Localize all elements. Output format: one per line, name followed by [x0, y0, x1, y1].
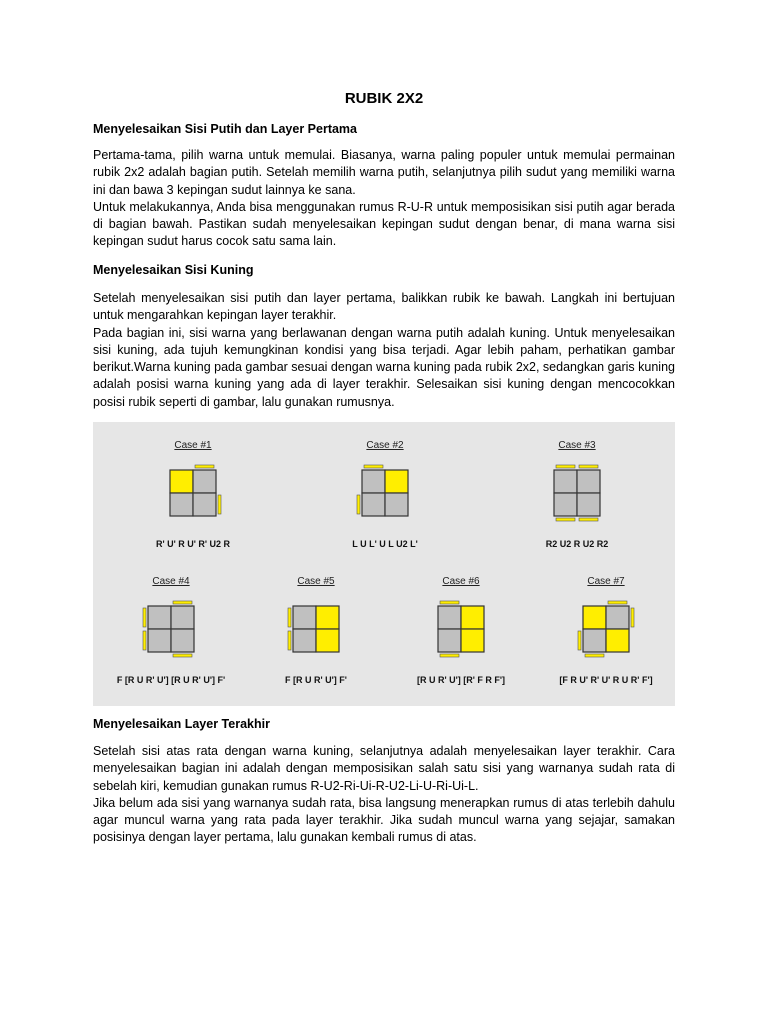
rubik-top-face-diagram	[569, 592, 643, 666]
case-title: Case #7	[587, 576, 625, 587]
gray-sticker	[293, 629, 316, 652]
yellow-side-indicator	[173, 601, 192, 604]
gray-sticker	[171, 606, 194, 629]
rubik-top-face-diagram	[134, 592, 208, 666]
yellow-sticker	[461, 629, 484, 652]
gray-sticker	[577, 470, 600, 493]
yellow-side-indicator	[143, 631, 146, 650]
paragraph: Pertama-tama, pilih warna untuk memulai. Biasanya, warna paling populer untuk memulai permainan rubik 2x2 adalah bagian putih. Setelah memilih warna putih, selanjutnya pilih sudut yang memiliki warna ini dan bawa 3 kepingan sudut lainnya ke sana.	[93, 148, 675, 197]
section-last-layer-body	[93, 743, 675, 847]
section-heading-last-layer: Menyelesaikan Layer Terakhir	[93, 717, 270, 731]
rubik-top-face-diagram	[279, 592, 353, 666]
yellow-side-indicator	[440, 654, 459, 657]
case-formula: F [R U R' U'] F'	[285, 675, 347, 685]
gray-sticker	[293, 606, 316, 629]
yellow-sticker	[316, 629, 339, 652]
case-title: Case #5	[297, 576, 335, 587]
gray-sticker	[362, 470, 385, 493]
yellow-side-indicator	[585, 654, 604, 657]
case-formula: [F R U' R' U' R U R' F']	[559, 675, 653, 685]
yellow-sticker	[583, 606, 606, 629]
case-formula: R2 U2 R U2 R2	[545, 539, 609, 549]
gray-sticker	[554, 493, 577, 516]
gray-sticker	[170, 493, 193, 516]
yellow-side-indicator	[578, 631, 581, 650]
section-heading-white-side: Menyelesaikan Sisi Putih dan Layer Pertama	[93, 122, 358, 136]
yellow-side-indicator	[288, 631, 291, 650]
gray-sticker	[438, 629, 461, 652]
gray-sticker	[148, 606, 171, 629]
paragraph: Pada bagian ini, sisi warna yang berlawanan dengan warna putih adalah kuning. Untuk menyelesaikan sisi kuning, ada tujuh kemungkinan kondisi yang bisa terjadi. Agar lebih paham, perhatikan gambar berikut.Warna kuning pada gambar sesuai dengan warna kuning pada rubik 2x2, sedangkan garis kuning adalah posisi warna kuning yang ada di layer terakhir. Selesaikan sisi kuning dengan mencocokkan posisi rubik seperti di gambar, lalu gunakan rumusnya.	[93, 325, 675, 409]
yellow-side-indicator	[288, 608, 291, 627]
gray-sticker	[583, 629, 606, 652]
paragraph: Untuk melakukannya, Anda bisa menggunakan rumus R-U-R untuk memposisikan sisi putih agar berada di bagian bawah. Pastikan sudah menyelesaikan kepingan sudut dengan benar, di mana warna sisi kepingan sudut harus cocok satu sama lain.	[93, 199, 675, 249]
yellow-side-indicator	[195, 465, 214, 468]
yellow-side-indicator	[364, 465, 383, 468]
rubik-top-face-diagram	[424, 592, 498, 666]
yellow-side-indicator	[357, 495, 360, 514]
case-formula: [R U R' U'] [R' F R F']	[416, 675, 506, 685]
case-title: Case #2	[366, 440, 404, 451]
gray-sticker	[385, 493, 408, 516]
case-title: Case #6	[442, 576, 480, 587]
gray-sticker	[171, 629, 194, 652]
rubik-top-face-diagram	[348, 456, 422, 530]
yellow-cases-figure	[93, 422, 675, 706]
paragraph: Setelah sisi atas rata dengan warna kuning, selanjutnya adalah menyelesaikan layer terakhir. Cara menyelesaikan bagian ini adalah dengan memposisikan salah satu sisi yang warnanya sudah rata di sebelah kiri, kemudian gunakan rumus R-U2-Ri-Ui-R-U2-Li-U-Ri-Ui-L.	[93, 744, 675, 793]
gray-sticker	[148, 629, 171, 652]
section-yellow-side-body	[93, 290, 675, 411]
yellow-side-indicator	[631, 608, 634, 627]
yellow-side-indicator	[579, 518, 598, 521]
case-formula: L U L' U L U2 L'	[352, 539, 418, 549]
case-formula: F [R U R' U'] [R U R' U'] F'	[116, 675, 226, 685]
paragraph: Jika belum ada sisi yang warnanya sudah rata, bisa langsung menerapkan rumus di atas terlebih dahulu agar muncul warna yang rata pada layer terakhir. Jika sudah muncul warna yang sejajar, samakan posisinya dengan layer pertama, lalu gunakan kembali rumus di atas.	[93, 795, 675, 845]
yellow-sticker	[461, 606, 484, 629]
case-title: Case #1	[174, 440, 212, 451]
yellow-side-indicator	[440, 601, 459, 604]
yellow-side-indicator	[218, 495, 221, 514]
yellow-side-indicator	[556, 518, 575, 521]
case-title: Case #3	[558, 440, 596, 451]
yellow-sticker	[606, 629, 629, 652]
gray-sticker	[193, 470, 216, 493]
paragraph: Setelah menyelesaikan sisi putih dan layer pertama, balikkan rubik ke bawah. Langkah ini bertujuan untuk mengarahkan kepingan layer terakhir.	[93, 291, 675, 323]
yellow-side-indicator	[173, 654, 192, 657]
yellow-sticker	[316, 606, 339, 629]
section-heading-yellow-side: Menyelesaikan Sisi Kuning	[93, 263, 254, 277]
yellow-side-indicator	[143, 608, 146, 627]
yellow-side-indicator	[556, 465, 575, 468]
document-title: RUBIK 2X2	[344, 90, 424, 107]
yellow-side-indicator	[608, 601, 627, 604]
case-formula: R' U' R U' R' U2 R	[155, 539, 231, 549]
yellow-side-indicator	[579, 465, 598, 468]
rubik-top-face-diagram	[156, 456, 230, 530]
section-white-side-body	[93, 147, 675, 251]
yellow-sticker	[170, 470, 193, 493]
gray-sticker	[362, 493, 385, 516]
case-title: Case #4	[152, 576, 190, 587]
gray-sticker	[554, 470, 577, 493]
yellow-sticker	[385, 470, 408, 493]
rubik-top-face-diagram	[540, 456, 614, 530]
gray-sticker	[193, 493, 216, 516]
gray-sticker	[577, 493, 600, 516]
gray-sticker	[606, 606, 629, 629]
gray-sticker	[438, 606, 461, 629]
